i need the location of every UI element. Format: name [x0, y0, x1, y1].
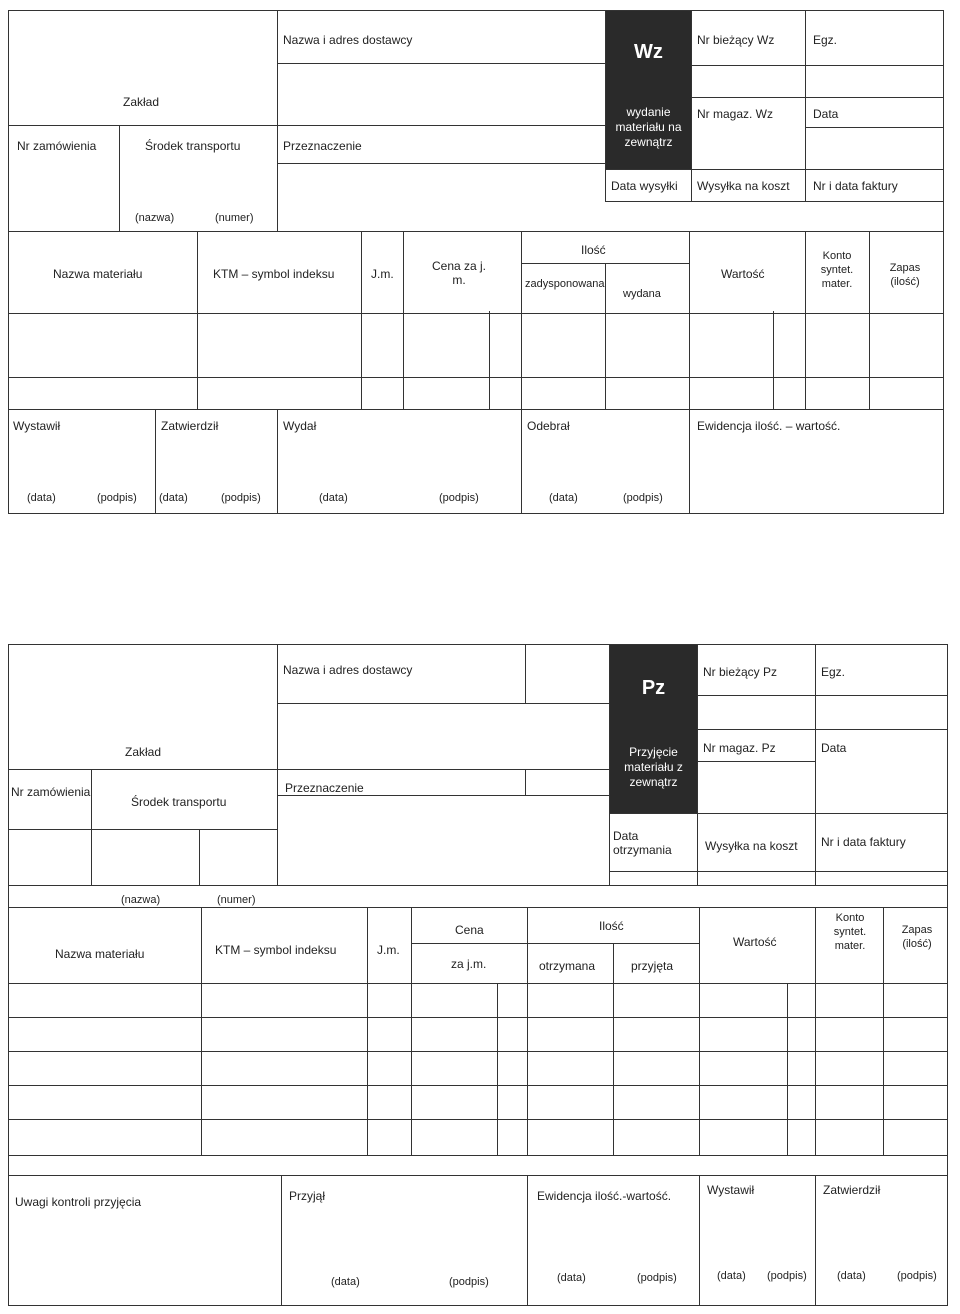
pz-divider — [883, 907, 884, 1155]
pz-data-paren: (data) — [717, 1270, 746, 1282]
wz-wystawil-label: Wystawił — [13, 419, 61, 433]
pz-col-przyjeta: przyjęta — [631, 959, 674, 973]
pz-divider — [497, 983, 498, 1155]
pz-divider — [9, 1119, 947, 1120]
pz-nr-data-faktury-label: Nr i data faktury — [821, 835, 906, 849]
pz-divider — [411, 943, 699, 944]
wz-divider — [403, 231, 404, 409]
pz-nr-biezacy-label: Nr bieżący Pz — [703, 665, 778, 679]
wz-divider — [119, 125, 120, 231]
pz-uwagi-label: Uwagi kontroli przyjęcia — [15, 1195, 142, 1209]
wz-wydal-label: Wydał — [283, 419, 317, 433]
pz-divider — [281, 1175, 282, 1305]
wz-zaklad-label: Zakład — [123, 95, 160, 109]
wz-nr-zamowienia-label: Nr zamówienia — [17, 139, 97, 153]
wz-nazwa-paren: (nazwa) — [135, 212, 175, 224]
wz-divider — [605, 169, 943, 170]
pz-divider — [525, 769, 526, 795]
wz-divider — [805, 127, 943, 128]
pz-numer-paren: (numer) — [217, 894, 256, 906]
wz-divider — [489, 311, 490, 409]
wz-divider — [521, 231, 522, 409]
wz-form — [8, 10, 944, 514]
pz-wysylka-koszt-label: Wysyłka na koszt — [705, 839, 798, 853]
wz-document-type-block — [606, 11, 691, 169]
wz-nr-magaz-label: Nr magaz. Wz — [697, 107, 774, 121]
wz-divider — [805, 11, 806, 201]
wz-divider — [521, 409, 522, 513]
pz-przeznaczenie-label: Przeznaczenie — [285, 781, 364, 795]
pz-srodek-transportu-label: Środek transportu — [131, 795, 227, 809]
pz-divider — [609, 871, 947, 872]
pz-wystawil-label: Wystawił — [707, 1183, 755, 1197]
pz-zatwierdzil-label: Zatwierdził — [823, 1183, 881, 1197]
pz-divider — [697, 761, 815, 762]
pz-divider — [699, 907, 700, 1155]
wz-divider — [155, 409, 156, 513]
pz-data-paren: (data) — [837, 1270, 866, 1282]
pz-col-wartosc: Wartość — [733, 935, 777, 949]
wz-ewidencja-label: Ewidencja ilość. – wartość. — [697, 419, 841, 433]
wz-zatwierdzil-label: Zatwierdził — [161, 419, 219, 433]
pz-podpis-paren: (podpis) — [767, 1270, 807, 1282]
pz-data-paren: (data) — [331, 1276, 360, 1288]
wz-col-wydana: wydana — [623, 288, 661, 300]
pz-egz-label: Egz. — [821, 665, 846, 679]
wz-col-zapas: Zapas (ilość) — [889, 262, 921, 288]
pz-divider — [411, 907, 412, 1155]
pz-col-cena: Cena — [455, 923, 484, 937]
wz-divider — [277, 163, 605, 164]
pz-divider — [787, 983, 788, 1155]
pz-document-type-block — [610, 645, 697, 813]
wz-col-nazwa: Nazwa materiału — [53, 267, 143, 281]
pz-divider — [9, 1085, 947, 1086]
wz-divider — [277, 409, 278, 513]
wz-divider — [689, 231, 690, 409]
wz-divider — [277, 11, 278, 231]
wz-podpis-paren: (podpis) — [439, 492, 479, 504]
pz-podpis-paren: (podpis) — [449, 1276, 489, 1288]
wz-col-wartosc: Wartość — [721, 267, 765, 281]
pz-divider — [609, 813, 947, 814]
pz-divider — [815, 645, 816, 885]
wz-data-label: Data — [813, 107, 839, 121]
wz-divider — [9, 231, 943, 232]
pz-nazwa-adres-label: Nazwa i adres dostawcy — [283, 663, 413, 677]
wz-divider — [605, 263, 606, 409]
wz-divider — [805, 231, 806, 409]
pz-podpis-paren: (podpis) — [897, 1270, 937, 1282]
pz-col-otrzymana: otrzymana — [539, 959, 596, 973]
wz-numer-paren: (numer) — [215, 212, 254, 224]
wz-col-konto: Konto syntet. mater. — [820, 250, 854, 290]
pz-divider — [525, 645, 526, 703]
wz-divider — [689, 409, 690, 513]
wz-divider — [521, 263, 689, 264]
wz-divider — [691, 65, 943, 66]
pz-divider — [9, 907, 947, 908]
wz-divider — [9, 125, 605, 126]
pz-col-ilosc: Ilość — [599, 919, 624, 933]
wz-divider — [9, 377, 943, 378]
wz-divider — [9, 313, 943, 314]
pz-divider — [201, 907, 202, 1155]
pz-divider — [613, 943, 614, 1155]
pz-divider — [9, 1155, 947, 1156]
pz-divider — [697, 695, 947, 696]
pz-divider — [527, 907, 528, 1155]
pz-divider — [527, 1175, 528, 1305]
pz-divider — [277, 703, 609, 704]
wz-srodek-transportu-label: Środek transportu — [145, 139, 241, 153]
pz-divider — [91, 769, 92, 885]
wz-code: Wz — [634, 41, 663, 63]
wz-data-wysylki-label: Data wysyłki — [611, 179, 678, 193]
pz-col-jm: J.m. — [377, 943, 400, 957]
pz-data-paren: (data) — [557, 1272, 586, 1284]
pz-description: Przyjęcie materiału z zewnątrz — [624, 745, 683, 789]
pz-col-konto: Konto syntet. mater. — [833, 912, 867, 952]
pz-divider — [9, 1017, 947, 1018]
pz-col-cena-sub: za j.m. — [451, 957, 487, 971]
wz-podpis-paren: (podpis) — [623, 492, 663, 504]
wz-col-ilosc: Ilość — [581, 243, 606, 257]
wz-data-paren: (data) — [27, 492, 56, 504]
wz-col-zadysponowana: zadysponowana — [525, 278, 605, 290]
pz-divider — [697, 729, 947, 730]
pz-divider — [9, 885, 947, 886]
pz-divider — [697, 645, 698, 885]
pz-divider — [9, 983, 947, 984]
pz-data-label: Data — [821, 741, 847, 755]
wz-podpis-paren: (podpis) — [97, 492, 137, 504]
pz-nr-zamowienia-label: Nr zamówienia — [11, 785, 91, 799]
wz-data-paren: (data) — [159, 492, 188, 504]
pz-divider — [277, 645, 278, 885]
wz-wysylka-koszt-label: Wysyłka na koszt — [697, 179, 790, 193]
wz-nazwa-adres-label: Nazwa i adres dostawcy — [283, 33, 413, 47]
pz-data-otrzymania-label: Data otrzymania — [613, 829, 672, 857]
pz-divider — [815, 907, 816, 1155]
wz-col-ktm: KTM – symbol indeksu — [213, 267, 335, 281]
pz-nr-magaz-label: Nr magaz. Pz — [703, 741, 776, 755]
pz-podpis-paren: (podpis) — [637, 1272, 677, 1284]
pz-divider — [9, 829, 277, 830]
pz-divider — [9, 1175, 947, 1176]
wz-egz-label: Egz. — [813, 33, 838, 47]
wz-divider — [361, 231, 362, 409]
wz-podpis-paren: (podpis) — [221, 492, 261, 504]
pz-nazwa-paren: (nazwa) — [121, 894, 161, 906]
pz-code: Pz — [641, 677, 666, 699]
wz-divider — [605, 201, 943, 202]
pz-divider — [9, 1051, 947, 1052]
wz-col-cena: Cena za j. m. — [431, 259, 487, 287]
pz-col-zapas: Zapas (ilość) — [901, 924, 933, 950]
pz-divider — [815, 1175, 816, 1305]
pz-form — [8, 644, 948, 1306]
wz-divider — [277, 63, 605, 64]
pz-divider — [277, 795, 609, 796]
pz-divider — [699, 1175, 700, 1305]
wz-divider — [9, 409, 943, 410]
pz-col-ktm: KTM – symbol indeksu — [215, 943, 337, 957]
wz-divider — [691, 11, 692, 201]
wz-divider — [691, 97, 943, 98]
wz-divider — [773, 311, 774, 409]
wz-description: wydanie materiału na zewnątrz — [615, 105, 682, 149]
pz-col-nazwa: Nazwa materiału — [55, 947, 145, 961]
pz-divider — [199, 829, 200, 885]
pz-przyjal-label: Przyjął — [289, 1189, 326, 1203]
wz-data-paren: (data) — [549, 492, 578, 504]
wz-divider — [197, 231, 198, 409]
wz-divider — [869, 231, 870, 409]
pz-divider — [9, 769, 609, 770]
wz-col-jm: J.m. — [371, 267, 394, 281]
wz-odebral-label: Odebrał — [527, 419, 570, 433]
wz-przeznaczenie-label: Przeznaczenie — [283, 139, 362, 153]
pz-divider — [367, 907, 368, 1155]
pz-ewidencja-label: Ewidencja ilość.-wartość. — [537, 1189, 672, 1203]
pz-zaklad-label: Zakład — [125, 745, 162, 759]
wz-data-paren: (data) — [319, 492, 348, 504]
wz-nr-biezacy-label: Nr bieżący Wz — [697, 33, 775, 47]
wz-nr-data-faktury-label: Nr i data faktury — [813, 179, 898, 193]
